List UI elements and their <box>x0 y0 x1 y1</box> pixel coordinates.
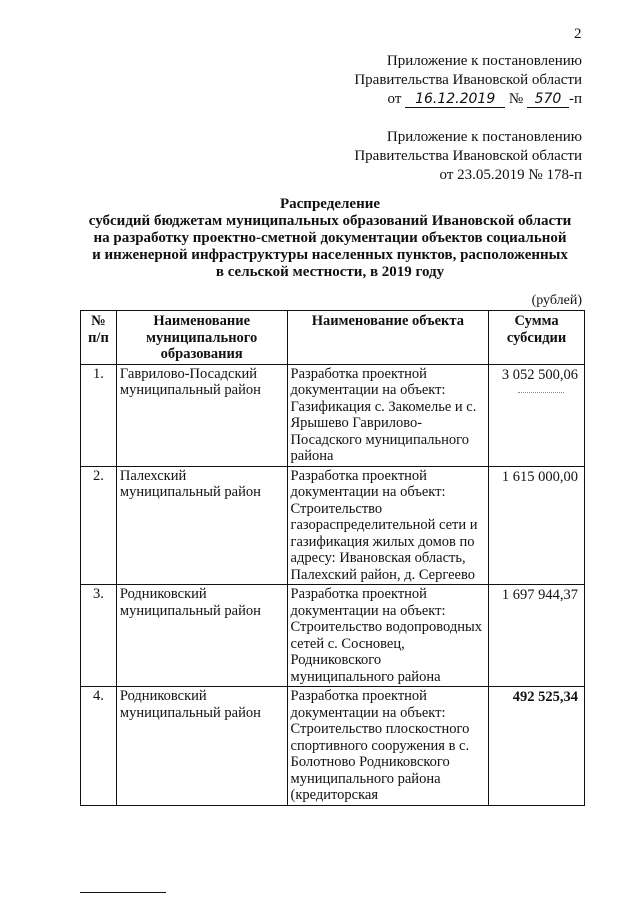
title-line: Распределение <box>279 196 381 212</box>
number-suffix: -п <box>568 91 582 107</box>
row-sum: 492 525,34 <box>489 687 585 806</box>
handwritten-date: 16.12.2019 <box>405 92 505 108</box>
header-num: № п/п <box>81 311 117 365</box>
row-num: 4. <box>81 687 117 806</box>
title-line: и инженерной инфраструктуры населенных пунктов, расположенных <box>92 247 568 263</box>
header-municipality: Наименование муниципального образования <box>116 311 287 365</box>
row-municipality: Палехский муниципальный район <box>116 466 287 585</box>
dotted-mark <box>518 392 564 393</box>
row-num: 3. <box>81 585 117 687</box>
row-object: Разработка проектной документации на объект: Строительство водопроводных сетей с. Сосновец, Родниковского муниципального района <box>287 585 489 687</box>
row-num: 2. <box>81 466 117 585</box>
title-line: в сельской местности, в 2019 году <box>215 264 445 280</box>
row-object: Разработка проектной документации на объект: Газификация с. Закомелье и с. Ярышево Гаврилово-Посадского муниципального района <box>287 364 489 466</box>
number-label: № <box>508 91 524 107</box>
appendix-line: Приложение к постановлению <box>386 53 582 69</box>
appendix-line: Правительства Ивановской области <box>354 148 582 164</box>
table-row <box>81 687 585 806</box>
table-header-row <box>81 311 585 365</box>
handwritten-number: 570 <box>527 92 569 108</box>
page-number: 2 <box>574 26 582 42</box>
table-row <box>81 585 585 687</box>
table-row <box>81 466 585 585</box>
header-object: Наименование объекта <box>287 311 489 365</box>
row-municipality: Гаврилово-Посадский муниципальный район <box>116 364 287 466</box>
currency-note: (рублей) <box>531 293 582 308</box>
appendix-header-original <box>354 128 582 185</box>
row-sum: 1 615 000,00 <box>489 466 585 585</box>
document-title <box>60 196 600 281</box>
row-object: Разработка проектной документации на объект: Строительство плоскостного спортивного сооружения в с. Болотново Родниковского муниципального района (кредиторская <box>287 687 489 806</box>
row-sum: 1 697 944,37 <box>489 585 585 687</box>
subsidy-table <box>80 310 585 806</box>
header-sum: Сумма субсидии <box>489 311 585 365</box>
row-sum-value: 3 052 500,06 <box>501 366 578 383</box>
title-line: на разработку проектно-сметной документации объектов социальной <box>93 230 567 246</box>
table-row <box>81 364 585 466</box>
appendix-header-amended <box>354 52 582 109</box>
row-municipality: Родниковский муниципальный район <box>116 687 287 806</box>
from-label: от <box>387 91 402 107</box>
appendix-line: от 23.05.2019 № 178-п <box>439 167 582 183</box>
footnote-divider <box>80 892 166 893</box>
appendix-line: Приложение к постановлению <box>386 129 582 145</box>
title-line: субсидий бюджетам муниципальных образований Ивановской области <box>88 213 572 229</box>
appendix-date-line <box>354 90 582 109</box>
row-num: 1. <box>81 364 117 466</box>
row-object: Разработка проектной документации на объект: Строительство газораспределительной сети и газификация жилых домов по адресу: Ивановская область, Палехский район, д. Сергеево <box>287 466 489 585</box>
row-municipality: Родниковский муниципальный район <box>116 585 287 687</box>
appendix-line: Правительства Ивановской области <box>354 72 582 88</box>
row-sum <box>489 364 585 466</box>
